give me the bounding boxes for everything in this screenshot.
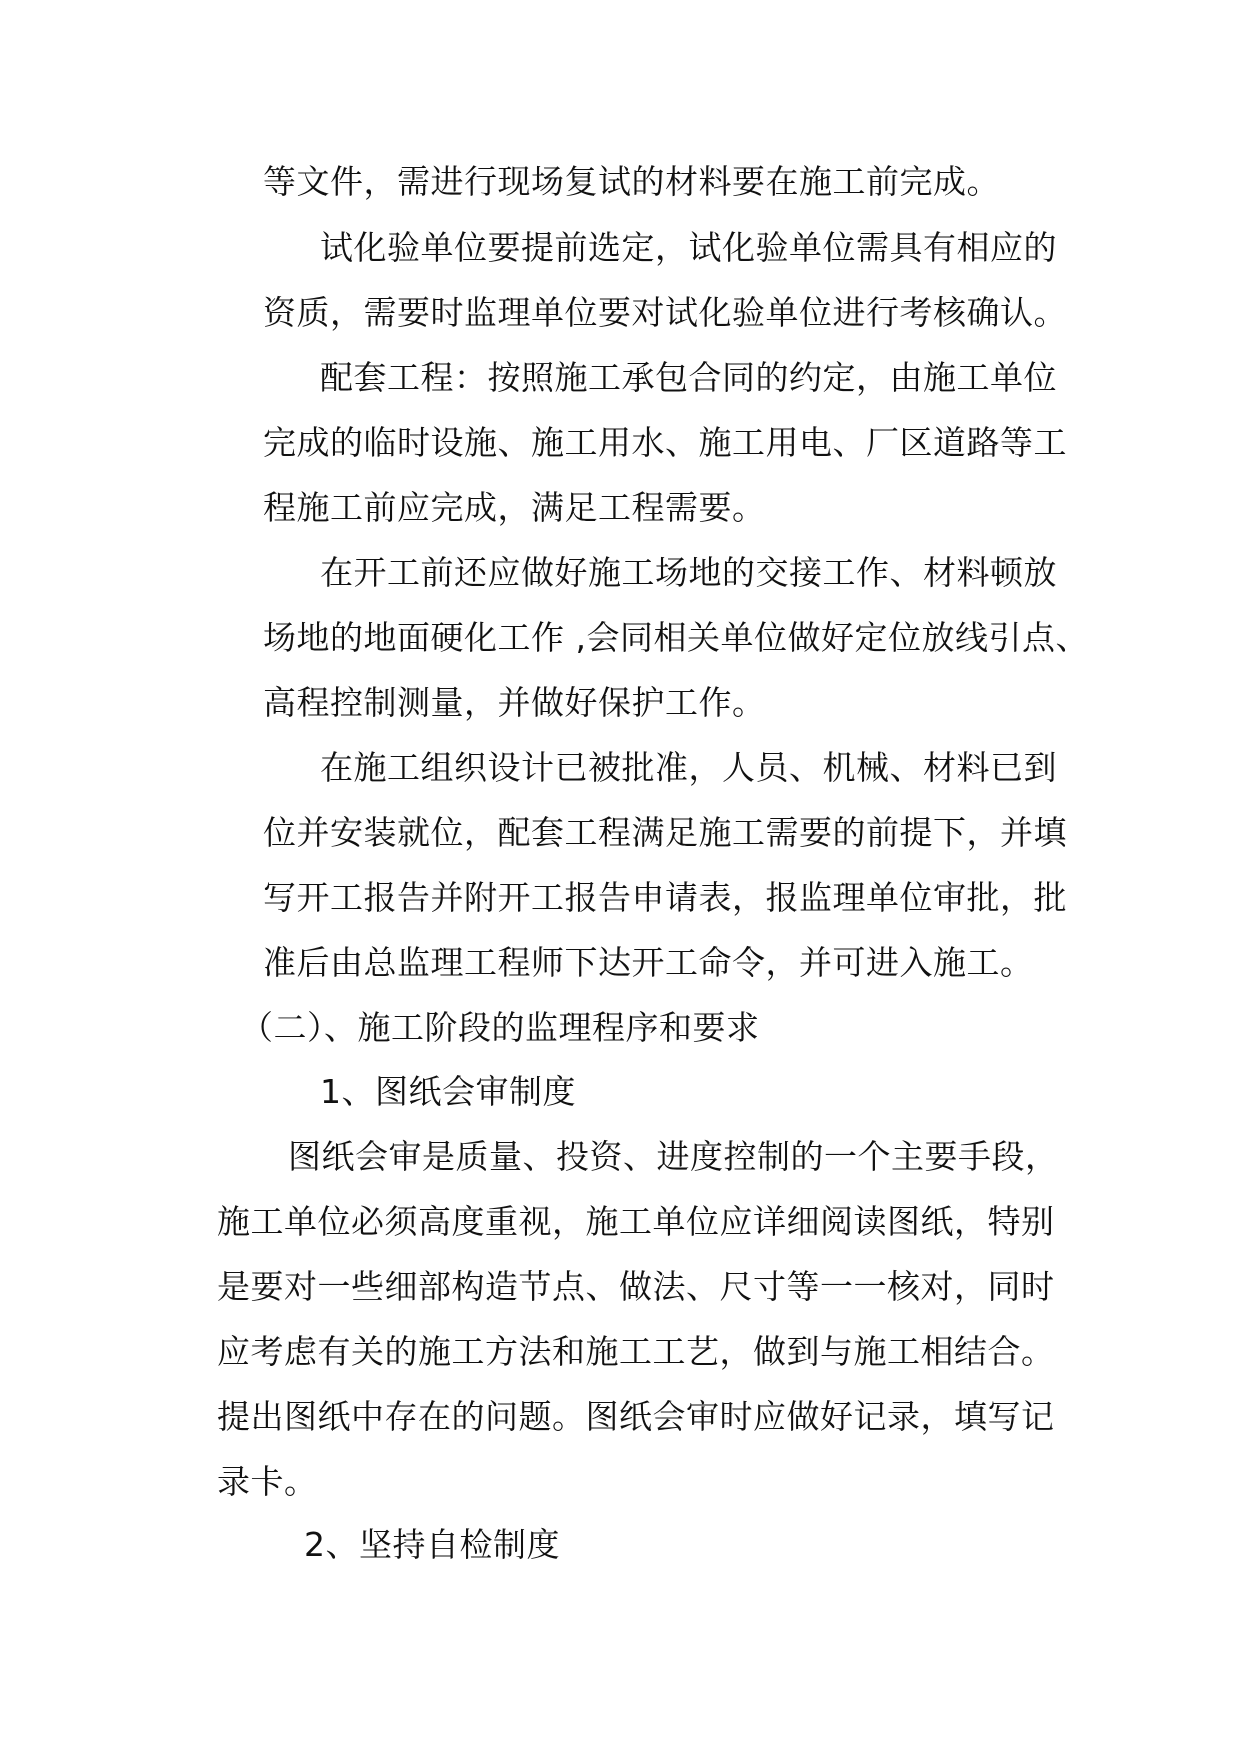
section-heading: （二）、施工阶段的监理程序和要求 <box>240 1008 760 1047</box>
paragraph-line: 场地的地面硬化工作 ,会同相关单位做好定位放线引点、 <box>263 618 1089 657</box>
paragraph-line: 在施工组织设计已被批准，人员、机械、材料已到 <box>320 748 1057 787</box>
paragraph-line: 在开工前还应做好施工场地的交接工作、材料顿放 <box>320 553 1057 592</box>
paragraph-line: 等文件，需进行现场复试的材料要在施工前完成。 <box>263 162 1000 201</box>
paragraph-line: 准后由总监理工程师下达开工命令，并可进入施工。 <box>263 943 1034 982</box>
paragraph-line: 是要对一些细部构造节点、做法、尺寸等一一核对，同时 <box>217 1267 1055 1306</box>
paragraph-line: 录卡。 <box>217 1462 318 1501</box>
subsection-heading: 2、坚持自检制度 <box>304 1525 560 1564</box>
paragraph-line: 高程控制测量，并做好保护工作。 <box>263 683 766 722</box>
paragraph-line: 提出图纸中存在的问题。图纸会审时应做好记录，填写记 <box>217 1397 1055 1436</box>
paragraph-line: 程施工前应完成，满足工程需要。 <box>263 488 766 527</box>
paragraph-line: 试化验单位要提前选定，试化验单位需具有相应的 <box>320 228 1057 267</box>
paragraph-line: 应考虑有关的施工方法和施工工艺，做到与施工相结合。 <box>217 1332 1055 1371</box>
paragraph-line: 位并安装就位，配套工程满足施工需要的前提下，并填 <box>263 813 1067 852</box>
paragraph-line: 资质，需要时监理单位要对试化验单位进行考核确认。 <box>263 293 1067 332</box>
paragraph-line: 配套工程：按照施工承包合同的约定，由施工单位 <box>320 358 1057 397</box>
paragraph-line: 写开工报告并附开工报告申请表，报监理单位审批，批 <box>263 878 1067 917</box>
paragraph-line: 施工单位必须高度重视，施工单位应详细阅读图纸，特别 <box>217 1202 1055 1241</box>
paragraph-line: 完成的临时设施、施工用水、施工用电、厂区道路等工 <box>263 423 1067 462</box>
subsection-heading: 1、图纸会审制度 <box>320 1072 576 1111</box>
paragraph-line: 图纸会审是质量、投资、进度控制的一个主要手段， <box>288 1137 1059 1176</box>
